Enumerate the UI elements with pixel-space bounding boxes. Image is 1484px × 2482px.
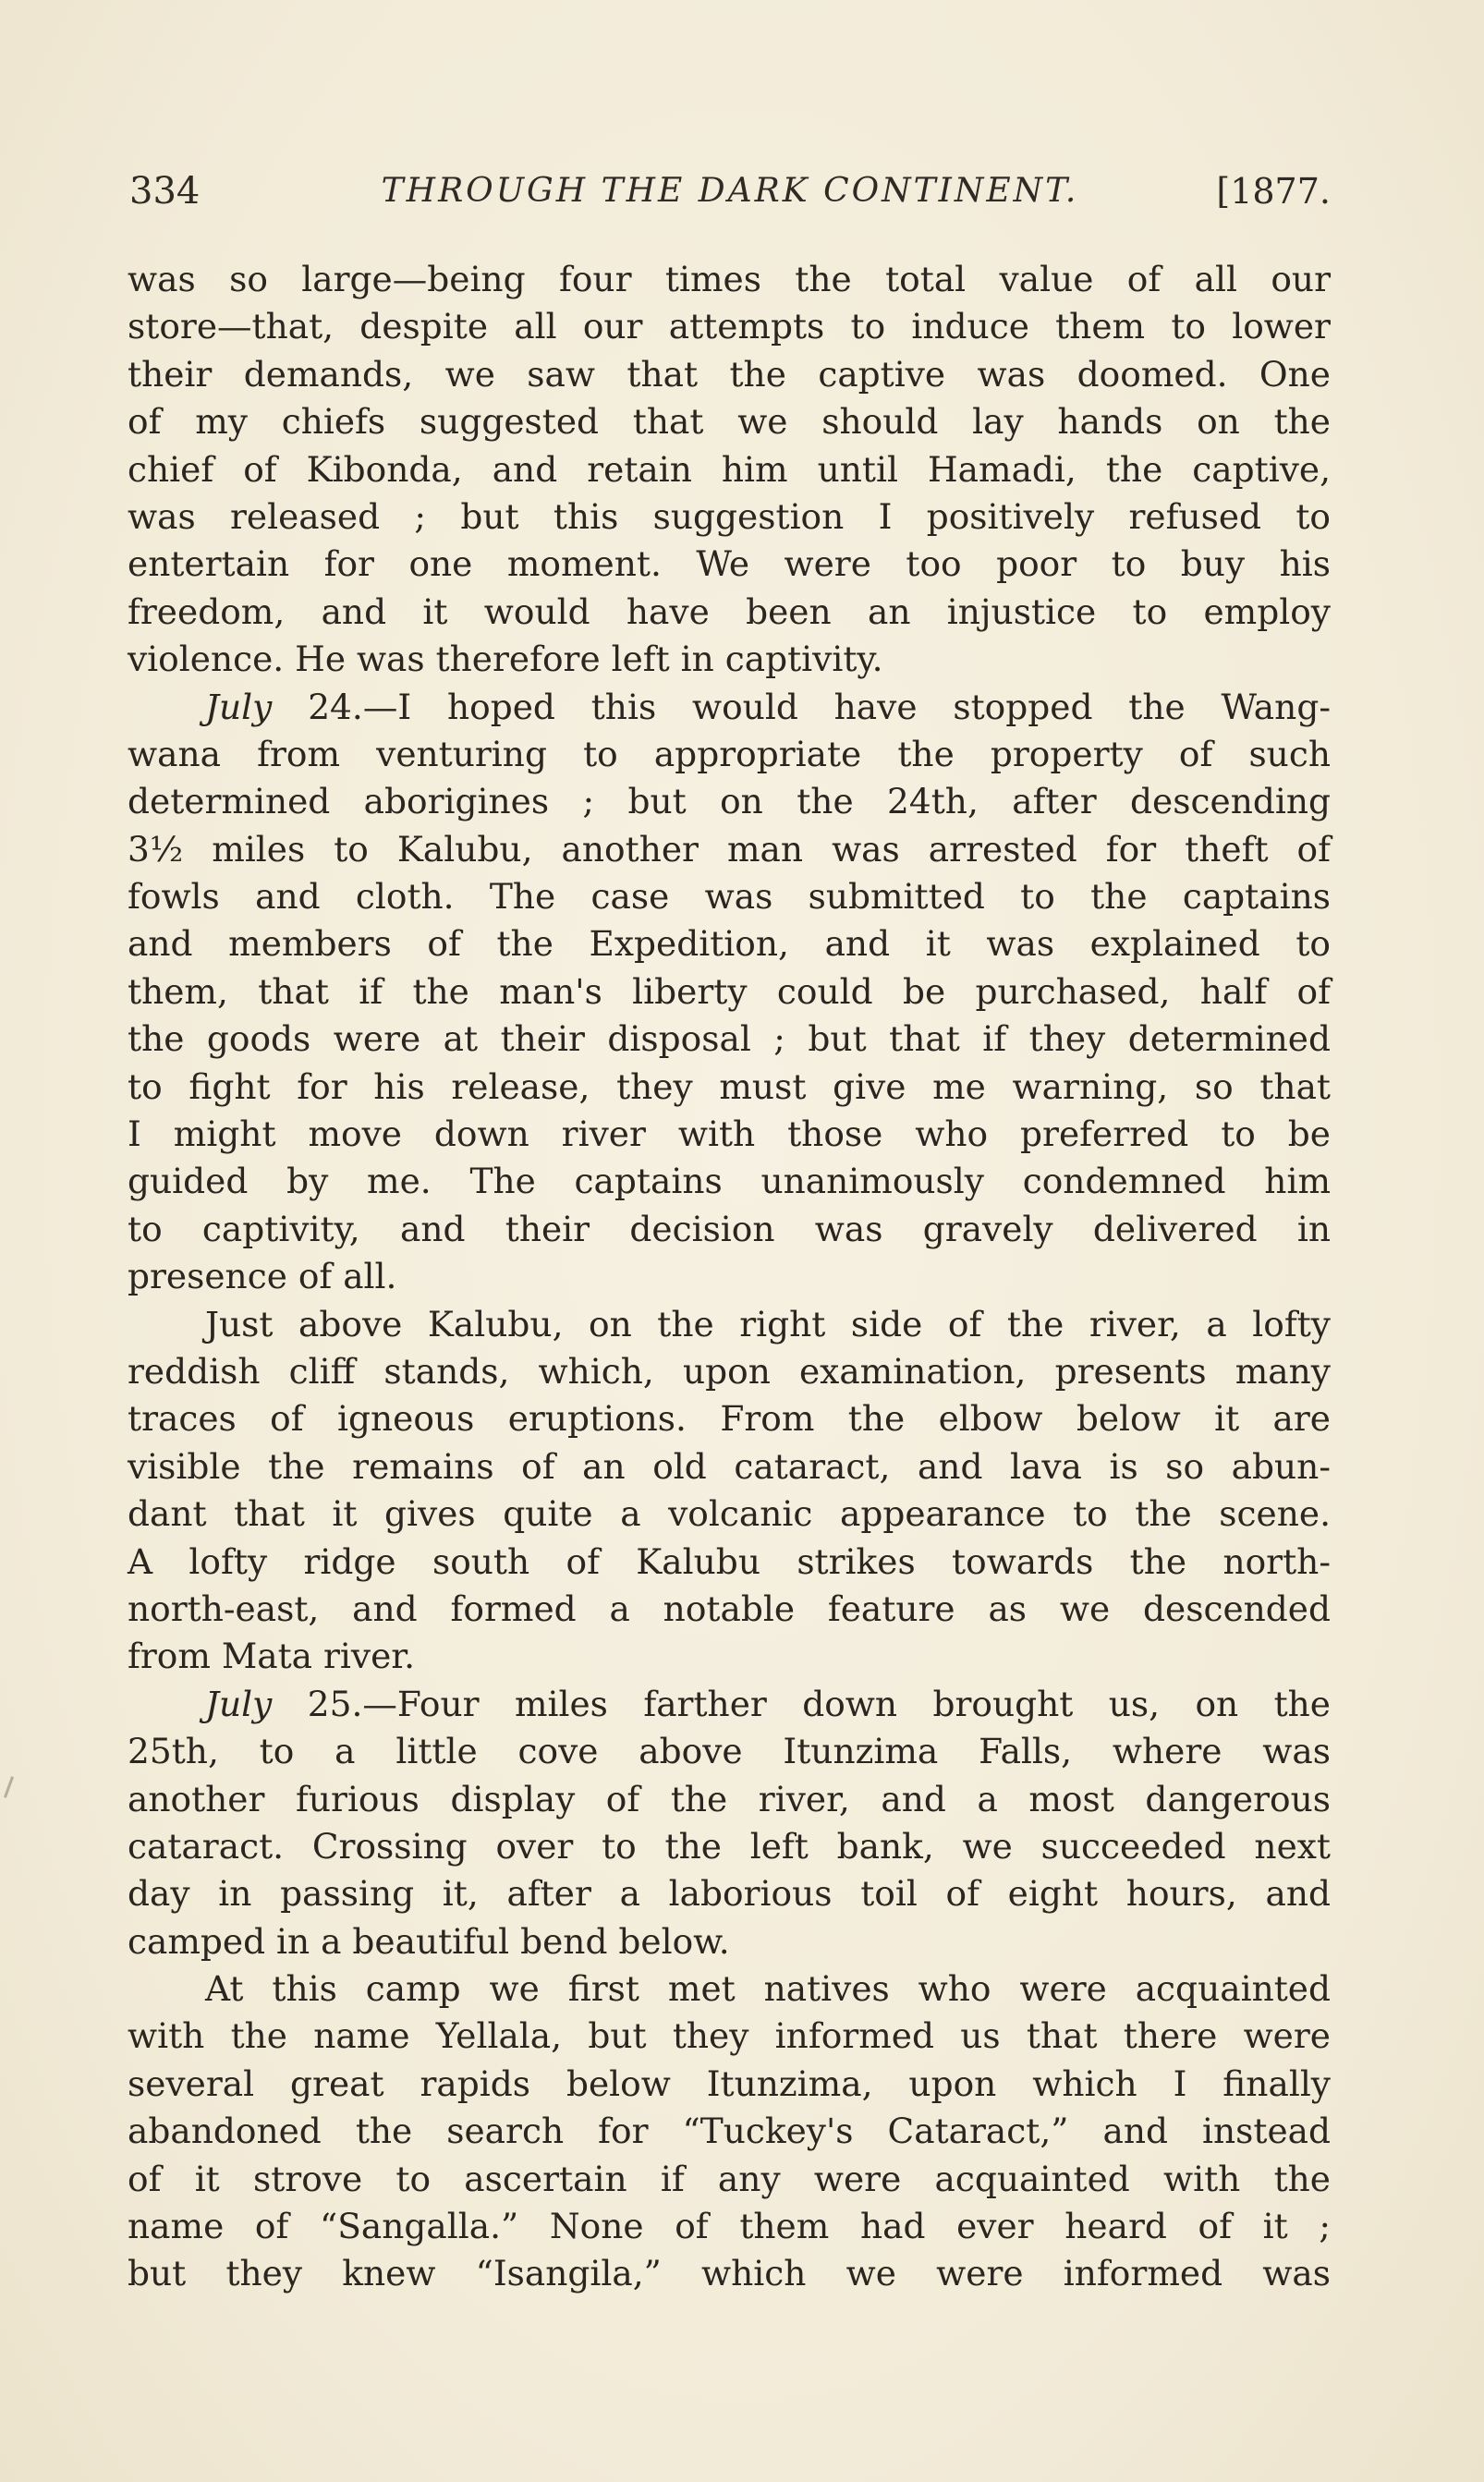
page-number: 334 [129, 170, 201, 213]
text-line: from Mata river. [128, 1636, 415, 1677]
text-line: them, that if the man's liberty could be purchased, half of [128, 970, 1331, 1012]
text-line: the goods were at their disposal ; but that if they determined [128, 1018, 1331, 1060]
text-line: day in passing it, after a laborious toil of eight hours, and [128, 1873, 1331, 1915]
text-line: presence of all. [128, 1256, 397, 1297]
text-line: was released ; but this suggestion I positively refused to [128, 495, 1331, 537]
text-line: of my chiefs suggested that we should lay hands on the [128, 401, 1331, 443]
page-header [129, 168, 1331, 214]
text-line: chief of Kibonda, and retain him until Hamadi, the captive, [128, 448, 1331, 490]
text-line: with the name Yellala, but they informed us that there were [128, 2015, 1331, 2057]
text-line: camped in a beautiful bend below. [128, 1920, 730, 1962]
text-line: their demands, we saw that the captive was doomed. One [128, 353, 1331, 395]
text-line: abandoned the search for “Tuckey's Cataract,” and instead [128, 2111, 1331, 2152]
text-line: determined aborigines ; but on the 24th, after descending [128, 781, 1331, 822]
text-line: traces of igneous eruptions. From the elbow below it are [128, 1398, 1331, 1440]
margin-mark [4, 1776, 14, 1798]
text-line: freedom, and it would have been an injustice to employ [128, 590, 1331, 632]
text-line: to fight for his release, they must give me warning, so that [128, 1065, 1331, 1107]
text-line: another furious display of the river, and a most dangerous [128, 1778, 1331, 1819]
text-line: At this camp we first met natives who were acquainted [205, 1968, 1331, 2010]
text-line: Just above Kalubu, on the right side of the river, a lofty [205, 1303, 1331, 1344]
line-text: 25.—Four miles farther down brought us, on the [307, 1683, 1331, 1724]
text-line: north-east, and formed a notable feature as we descended [128, 1588, 1331, 1629]
text-line: to captivity, and their decision was gravely delivered in [128, 1208, 1331, 1249]
date-prefix: July [205, 686, 273, 727]
text-line: several great rapids below Itunzima, upon which I finally [128, 2062, 1331, 2104]
text-line: visible the remains of an old cataract, and lava is so abun- [128, 1445, 1331, 1487]
text-line [128, 684, 1331, 731]
text-line: fowls and cloth. The case was submitted to the captains [128, 876, 1331, 918]
text-line: dant that it gives quite a volcanic appearance to the scene. [128, 1493, 1331, 1535]
text-line: A lofty ridge south of Kalubu strikes towards the north- [128, 1540, 1331, 1582]
text-line: but they knew “Isangila,” which we were informed was [128, 2253, 1331, 2294]
text-line: was so large—being four times the total value of all our [128, 259, 1331, 299]
text-line: cataract. Crossing over to the left bank, we succeeded next [128, 1825, 1331, 1867]
date-prefix: July [205, 1683, 273, 1724]
running-title: THROUGH THE DARK CONTINENT. [381, 172, 1079, 210]
body-text [128, 256, 1331, 2298]
text-line: store—that, despite all our attempts to induce them to lower [128, 306, 1331, 347]
text-line: wana from venturing to appropriate the property of such [128, 733, 1331, 774]
text-line: guided by me. The captains unanimously condemned him [128, 1161, 1331, 1202]
text-line: entertain for one moment. We were too poor to buy his [128, 543, 1331, 585]
text-line: name of “Sangalla.” None of them had ever heard of it ; [128, 2206, 1331, 2247]
text-line: of it strove to ascertain if any were acquainted with the [128, 2158, 1331, 2199]
text-line: 25th, to a little cove above Itunzima Falls, where was [128, 1731, 1331, 1772]
line-text: 24.—I hoped this would have stopped the Wang- [308, 686, 1331, 727]
text-line [128, 1681, 1331, 1728]
year-marker: [1877. [1216, 171, 1331, 212]
text-line: reddish cliff stands, which, upon examination, presents many [128, 1350, 1331, 1392]
text-line: 3½ miles to Kalubu, another man was arrested for theft of [128, 828, 1331, 870]
text-line: violence. He was therefore left in captivity. [128, 639, 883, 680]
text-line: and members of the Expedition, and it was explained to [128, 923, 1331, 965]
text-line: I might move down river with those who preferred to be [128, 1113, 1331, 1155]
